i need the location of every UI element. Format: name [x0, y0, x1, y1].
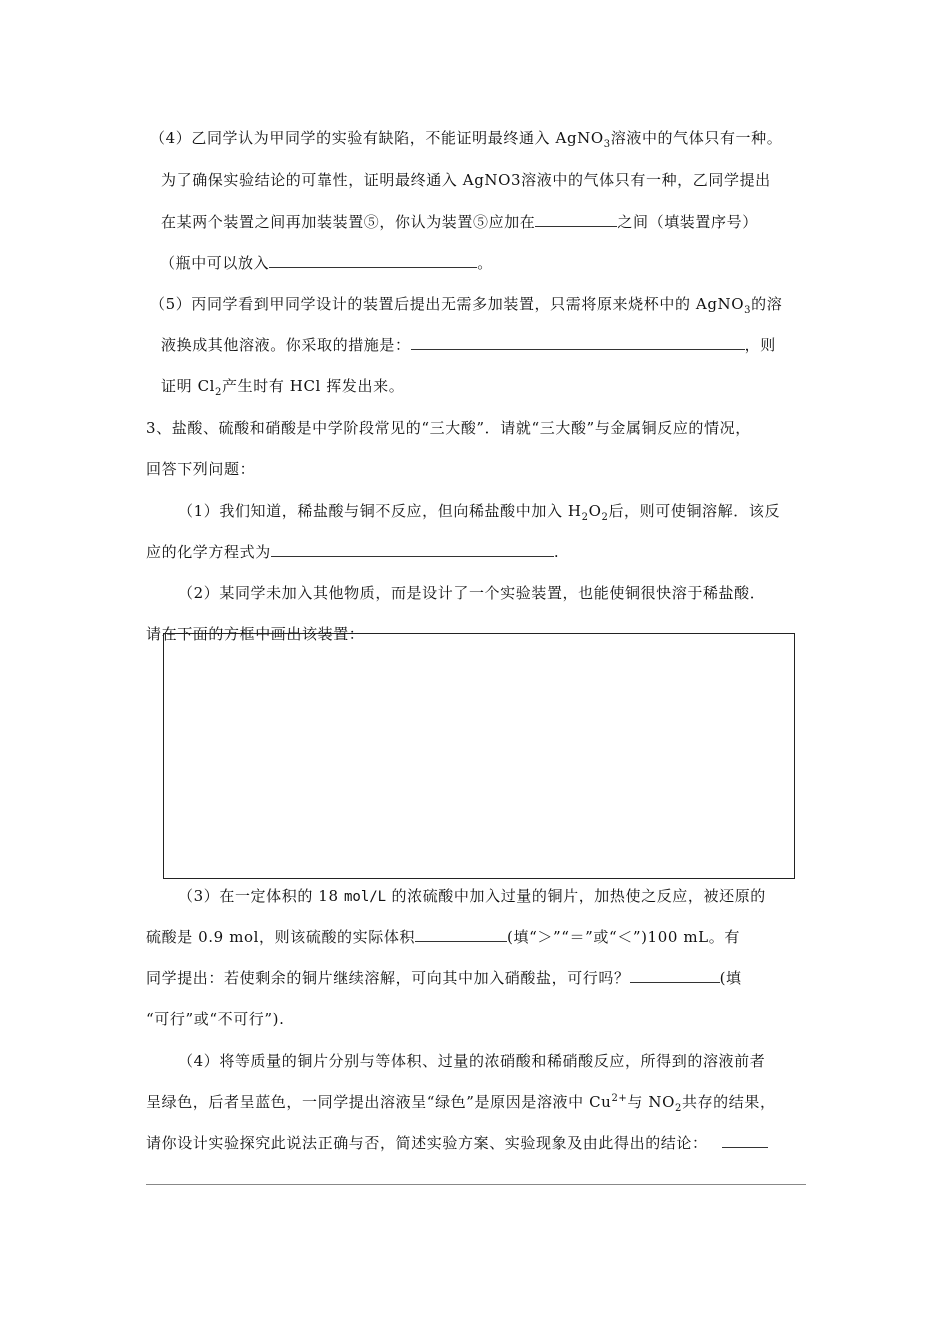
- text-run: O: [588, 502, 602, 520]
- q2-p4-line3: [161, 212, 758, 232]
- text-run: （1）我们知道，稀盐酸与铜不反应，但向稀盐酸中加入 H: [178, 502, 582, 520]
- text-run: 产生时有 HCl 挥发出来。: [222, 377, 405, 395]
- answer-blank-equation[interactable]: [271, 542, 554, 557]
- answer-blank-measure[interactable]: [411, 335, 745, 350]
- q3-p1-line2: [146, 542, 559, 562]
- text-run: 的溶: [751, 295, 783, 313]
- q2-p5-line1: [150, 294, 782, 314]
- text-run: （瓶中可以放入: [160, 254, 270, 272]
- text-run: 与 NO: [627, 1093, 675, 1111]
- q3-p3-line4: “可行”或“不可行”).: [146, 1010, 285, 1028]
- q2-p4-line1: [150, 128, 782, 148]
- superscript: 2+: [611, 1093, 628, 1104]
- answer-blank-bottle-content[interactable]: [269, 253, 477, 268]
- text-run: （4）乙同学认为甲同学的实验有缺陷，不能证明最终通入 AgNO: [150, 129, 604, 147]
- q3-p4-line3: [146, 1133, 768, 1153]
- text-run: ，则: [744, 336, 776, 354]
- q3-intro-line1: 3、盐酸、硫酸和硝酸是中学阶段常见的“三大酸”．请就“三大酸”与金属铜反应的情况，: [146, 419, 751, 437]
- answer-blank-volume[interactable]: [415, 927, 507, 942]
- q3-p1-line1: [178, 501, 780, 521]
- q3-p3-line2: [146, 927, 740, 947]
- subscript: 2: [675, 1103, 682, 1114]
- text-run: 后，则可使铜溶解．该反: [608, 502, 781, 520]
- text-run: (填“＞”“＝”或“＜”)100 mL。有: [507, 928, 740, 946]
- q3-p4-line2: [146, 1092, 776, 1112]
- unit-text: mol/L: [343, 889, 387, 905]
- subscript: 2: [581, 512, 589, 523]
- text-run: .: [553, 543, 560, 561]
- answer-blank-conclusion[interactable]: [722, 1133, 768, 1148]
- answer-blank-device-position[interactable]: [535, 212, 617, 227]
- text-run: 之间（填装置序号）: [617, 213, 758, 231]
- text-run: 同学提出：若使剩余的铜片继续溶解，可向其中加入硝酸盐，可行吗？: [146, 969, 630, 987]
- text-run: 溶液中的气体只有一种。: [610, 129, 783, 147]
- text-run: 呈绿色，后者呈蓝色，一同学提出溶液呈“绿色”是原因是溶液中 Cu: [146, 1093, 612, 1111]
- text-run: 共存的结果，: [681, 1093, 776, 1111]
- text-run: （5）丙同学看到甲同学设计的装置后提出无需多加装置，只需将原来烧杯中的 AgNO: [150, 295, 745, 313]
- text-run: 在某两个装置之间再加装装置⑤，你认为装置⑤应加在: [161, 213, 536, 231]
- text-run: (填: [719, 969, 742, 987]
- q3-p2-line1: （2）某同学未加入其他物质，而是设计了一个实验装置，也能使铜很快溶于稀盐酸．: [178, 584, 766, 602]
- q3-p3-line3: [146, 968, 742, 988]
- q2-p5-line2: [161, 335, 776, 355]
- subscript: 2: [601, 512, 609, 523]
- q3-p2-line2: 请在下面的方框中画出该装置：: [146, 625, 365, 643]
- text-run: 应的化学方程式为: [146, 543, 271, 561]
- text-run: 证明 Cl: [161, 377, 216, 395]
- subscript: 3: [744, 305, 752, 316]
- q2-p4-line4: [160, 253, 493, 273]
- subscript: 2: [215, 387, 223, 398]
- answer-line-conclusion[interactable]: [146, 1184, 806, 1185]
- text-run: （3）在一定体积的 18: [178, 887, 344, 905]
- text-run: 。: [477, 254, 493, 272]
- text-run: 的浓硫酸中加入过量的铜片，加热使之反应，被还原的: [386, 887, 766, 905]
- q2-p4-line2: 为了确保实验结论的可靠性，证明最终通入 AgNO3溶液中的气体只有一种，乙同学提出: [161, 171, 771, 189]
- text-run: 请你设计实验探究此说法正确与否，简述实验方案、实验现象及由此得出的结论：: [146, 1134, 708, 1152]
- q3-p3-line1: [178, 886, 766, 907]
- text-run: 硫酸是 0.9 mol，则该硫酸的实际体积: [146, 928, 416, 946]
- q3-p4-line1: （4）将等质量的铜片分别与等体积、过量的浓硝酸和稀硝酸反应，所得到的溶液前者: [178, 1052, 766, 1070]
- subscript: 3: [603, 139, 611, 150]
- text-run: 液换成其他溶液。你采取的措施是：: [161, 336, 411, 354]
- answer-blank-feasible[interactable]: [630, 968, 720, 983]
- q3-intro-line2: 回答下列问题：: [146, 460, 256, 478]
- q2-p5-line3: [161, 376, 404, 396]
- drawing-answer-box[interactable]: [163, 633, 795, 879]
